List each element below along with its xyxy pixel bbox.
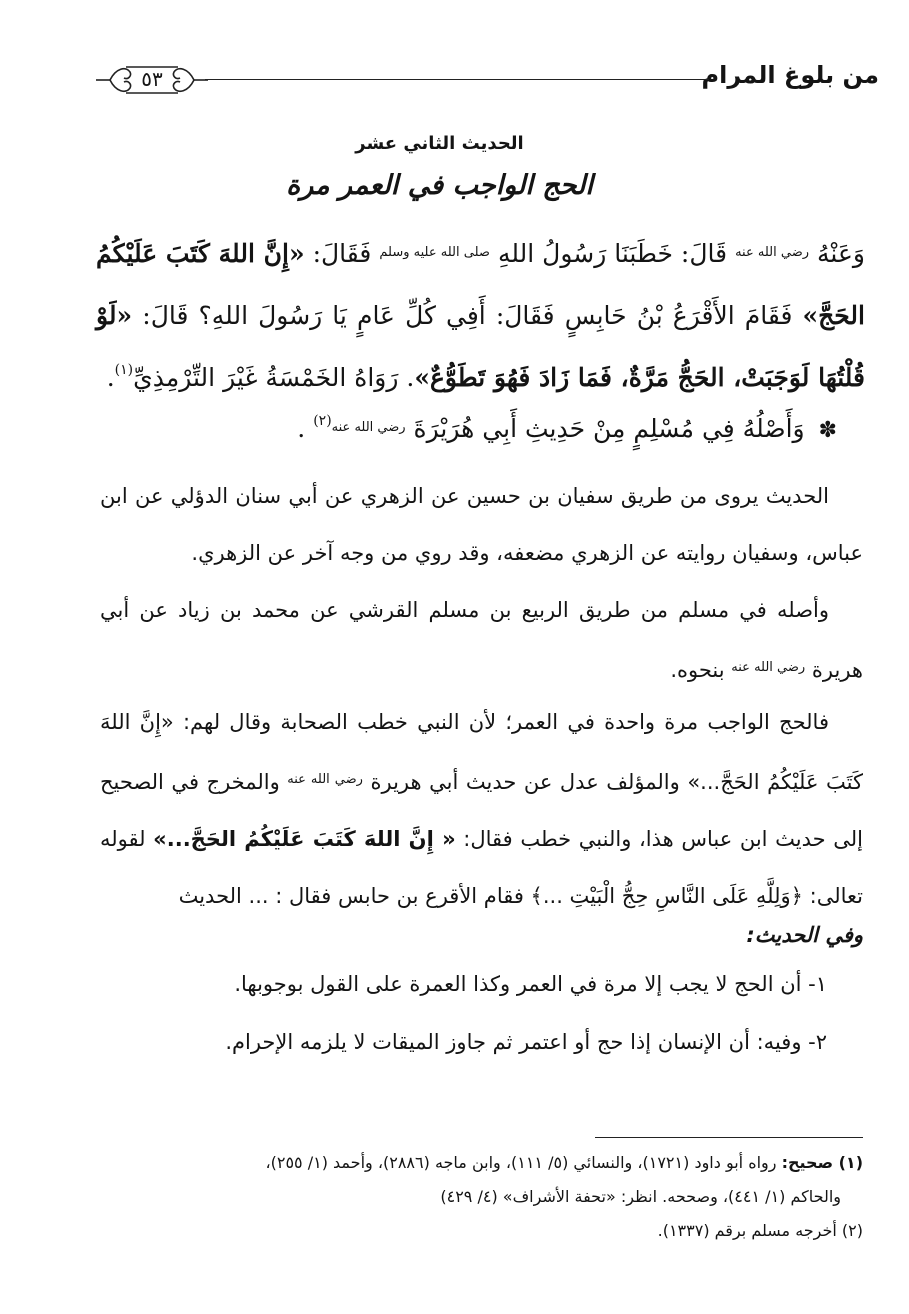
hadith-text-part: فَقَامَ الأَقْرَعُ بْنُ حَابِسٍ فَقَالَ: أَفِي كُلِّ عَامٍ يَا رَسُولَ اللهِ؟ قَالَ:: [142, 301, 793, 330]
footnote-2: (٢) أخرجه مسلم برقم (١٣٣٧).: [657, 1221, 863, 1240]
honorific-ra: رضي الله عنه: [731, 660, 806, 675]
benefit-item: ٢- وفيه: أن الإنسان إذا حج أو اعتمر ثم جاوز الميقات لا يلزمه الإحرام.: [225, 1030, 827, 1054]
paragraph-text: والمخرج في الصحيح إلى حديث ابن عباس هذا، والنبي خطب فقال:: [100, 770, 863, 851]
footnote-label: (١) صحيح:: [781, 1153, 863, 1172]
hadith-origin-line: [96, 403, 837, 456]
header-rule: [205, 79, 709, 80]
hadith-text-part: فَقَالَ:: [312, 239, 372, 268]
honorific-ra: رضي الله عنه: [331, 420, 406, 435]
honorific-pbuh: صلى الله عليه وسلم: [379, 245, 490, 260]
footnote-text: رواه أبو داود (١٧٢١)، والنسائي (٥/ ١١١)، وابن ماجه (٢٨٨٦)، وأحمد (١/ ٢٥٥)،: [265, 1153, 777, 1172]
commentary-paragraph: [100, 694, 863, 925]
footnote-1: [70, 1146, 863, 1180]
footnote-rule: [595, 1137, 863, 1138]
paragraph-text: لقوله تعالى: ﴿وَلِلَّهِ عَلَى النَّاسِ حِجُّ الْبَيْتِ ...﴾ فقام الأقرع بن حابس فقال : ... الحديث: [100, 827, 863, 908]
footnote-ref[interactable]: (٢): [313, 413, 332, 429]
end-mark: .: [297, 414, 306, 443]
honorific-ra: رضي الله عنه: [287, 772, 363, 787]
hadith-title: الحج الواجب في العمر مرة: [286, 170, 593, 201]
origin-text: وَأَصْلُهُ فِي مُسْلِمٍ مِنْ حَدِيثِ أَبِي هُرَيْرَةَ: [413, 414, 805, 443]
paragraph-text: فالحج الواجب مرة واحدة في العمر؛ لأن النبي خطب الصحابة وقال لهم: «إِنَّ اللهَ كَتَبَ عَلَيْكُمُ الحَجَّ...» والمؤلف عدل عن حديث أبي هريرة: [100, 710, 863, 794]
hadith-text: [96, 222, 865, 409]
page-number: ٥٣: [141, 67, 163, 91]
paragraph-text: بنحوه.: [670, 658, 725, 682]
commentary-paragraph: الحديث يروى من طريق سفيان بن حسين عن الزهري عن أبي سنان الدؤلي عن ابن عباس، وسفيان روايته عن الزهري مضعفه، وقد روي من وجه آخر عن الزهري.: [100, 484, 863, 565]
hadith-text-part: قَالَ: خَطَبَنَا رَسُولُ اللهِ: [497, 239, 728, 268]
hadith-number-label: الحديث الثاني عشر: [355, 133, 524, 154]
prophetic-quote: «لَوْ قُلْتُهَا لَوَجَبَتْ، الحَجُّ مَرَّةٌ، فَمَا زَادَ فَهُوَ تَطَوُّعٌ»: [96, 301, 865, 392]
footnote-1-continued: والحاكم (١/ ٤٤١)، وصححه. انظر: «تحفة الأشراف» (٤/ ٤٢٩): [440, 1187, 841, 1206]
end-mark: .: [106, 363, 115, 392]
prophetic-quote: « إِنَّ اللهَ كَتَبَ عَلَيْكُمُ الحَجَّ...»: [153, 827, 456, 851]
prophetic-quote: «إِنَّ اللهَ كَتَبَ عَلَيْكُمُ الحَجَّ»: [96, 239, 865, 330]
benefit-item: ١- أن الحج لا يجب إلا مرة في العمر وكذا العمرة على القول بوجوبها.: [234, 972, 827, 996]
running-title: من بلوغ المرام: [701, 61, 879, 89]
footnotes: [70, 1146, 863, 1248]
benefits-heading: وفي الحديث:: [746, 923, 863, 947]
hadith-text-part: وَعَنْهُ: [817, 239, 865, 268]
page-number-ornament: [96, 62, 208, 98]
paragraph-text: وأصله في مسلم من طريق الربيع بن مسلم القرشي عن محمد بن زياد عن أبي هريرة: [100, 598, 863, 682]
commentary-paragraph: [100, 582, 863, 699]
footnote-ref[interactable]: (١): [114, 362, 134, 378]
flower-ornament-icon: ✽: [818, 418, 837, 443]
hadith-text-part: . رَوَاهُ الخَمْسَةُ غَيْرَ التِّرْمِذِيِّ: [133, 363, 415, 392]
honorific-ra: رضي الله عنه: [735, 245, 810, 260]
